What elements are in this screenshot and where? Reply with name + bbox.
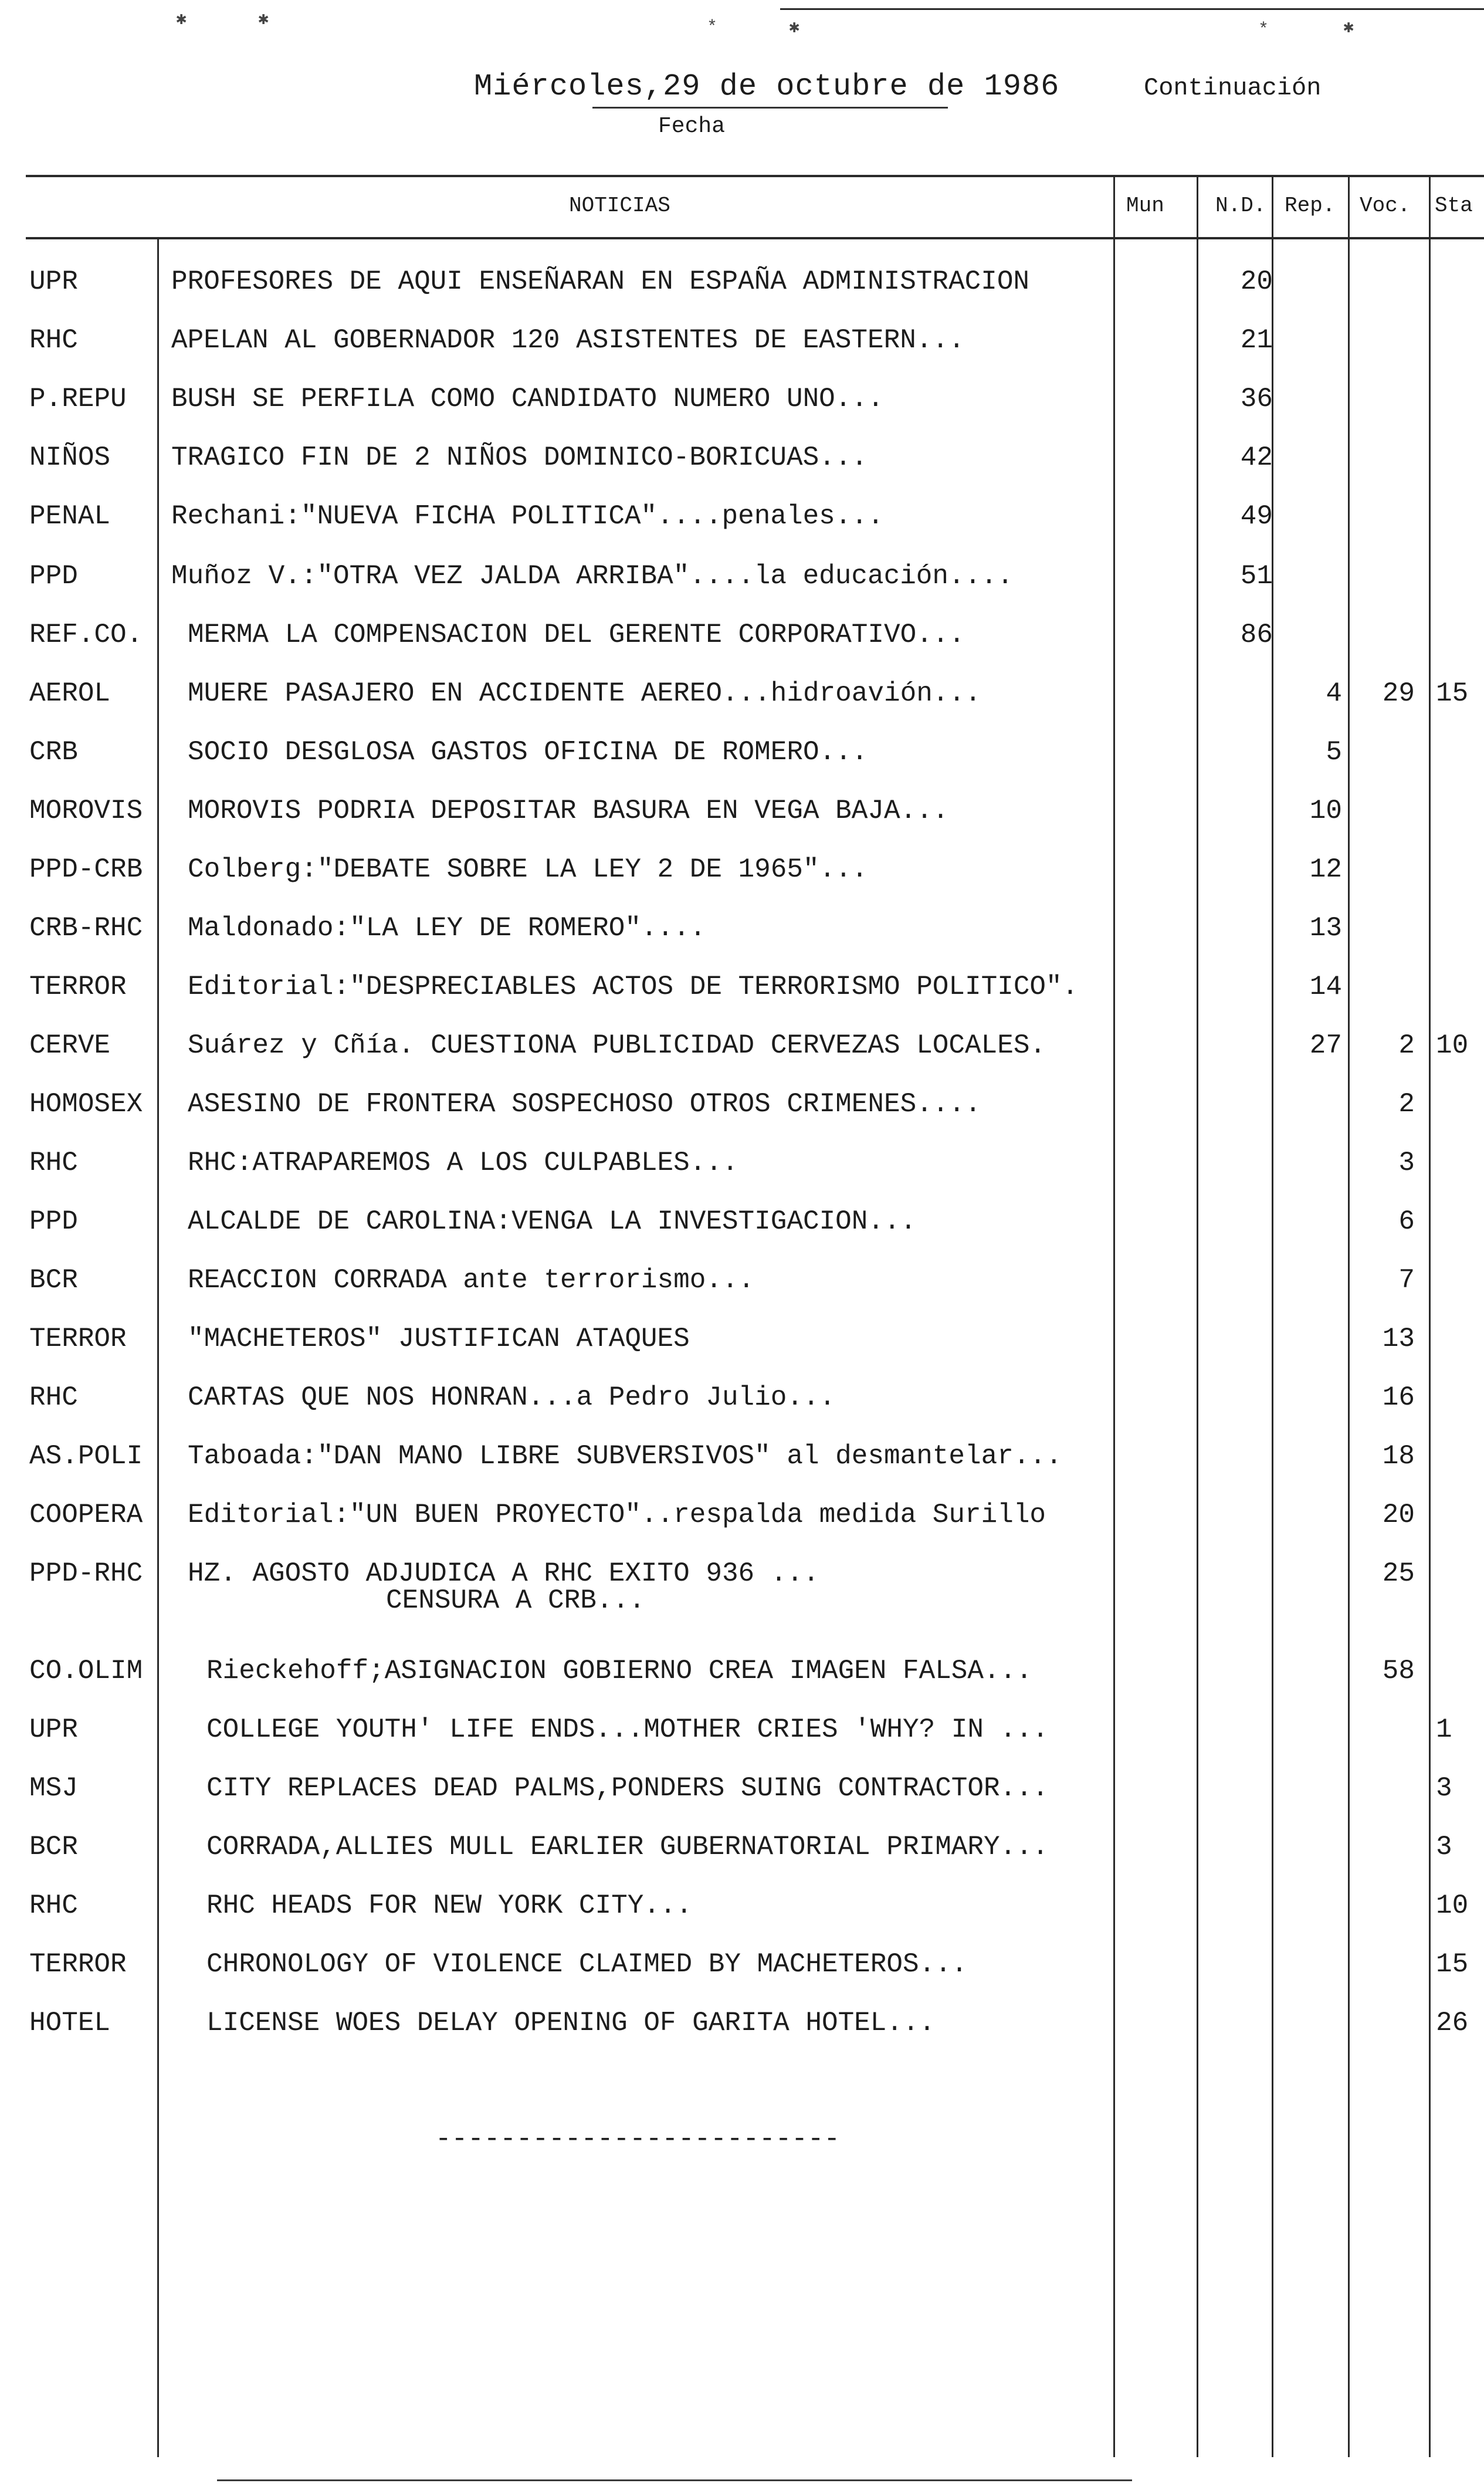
row-headline: Muñoz V.:"OTRA VEZ JALDA ARRIBA"....la educación.... — [171, 561, 1014, 591]
row-star-value: 3 — [1436, 1773, 1452, 1804]
row-code: TERROR — [29, 1324, 127, 1354]
row-code: RHC — [29, 1382, 78, 1413]
row-voc-value: 3 — [1398, 1148, 1415, 1178]
row-code: NIÑOS — [29, 442, 111, 473]
row-star-value: 3 — [1436, 1832, 1452, 1862]
row-headline: Editorial:"UN BUEN PROYECTO"..respalda medida Surillo — [188, 1500, 1046, 1530]
column-header-mun: Mun — [1126, 194, 1164, 218]
row-headline: REACCION CORRADA ante terrorismo... — [188, 1265, 755, 1295]
star-column-left-line — [1429, 175, 1431, 2457]
column-header-voc: Voc. — [1360, 194, 1411, 218]
speck: ✱ — [258, 10, 269, 30]
row-code: TERROR — [29, 1949, 127, 1980]
row-voc-value: 29 — [1382, 678, 1415, 709]
speck: * — [707, 18, 718, 38]
row-rep-value: 13 — [1309, 913, 1342, 943]
row-headline: Taboada:"DAN MANO LIBRE SUBVERSIVOS" al desmantelar... — [188, 1441, 1062, 1471]
mun-column-left-line — [1113, 175, 1115, 2457]
row-star-value: 10 — [1436, 1890, 1469, 1921]
row-headline: TRAGICO FIN DE 2 NIÑOS DOMINICO-BORICUAS... — [171, 442, 868, 473]
row-code: MOROVIS — [29, 796, 143, 826]
row-voc-value: 2 — [1398, 1030, 1415, 1061]
row-nd-value: 86 — [1240, 620, 1273, 650]
row-headline: Colberg:"DEBATE SOBRE LA LEY 2 DE 1965"... — [188, 854, 868, 885]
row-headline: COLLEGE YOUTH' LIFE ENDS...MOTHER CRIES 'WHY? IN ... — [206, 1714, 1049, 1745]
row-headline: CORRADA,ALLIES MULL EARLIER GUBERNATORIAL PRIMARY... — [206, 1832, 1049, 1862]
row-headline: Editorial:"DESPRECIABLES ACTOS DE TERRORISMO POLITICO". — [188, 972, 1079, 1002]
row-nd-value: 21 — [1240, 325, 1273, 356]
row-code: P.REPU — [29, 384, 127, 414]
row-code: PPD-CRB — [29, 854, 143, 885]
row-nd-value: 49 — [1240, 501, 1273, 532]
row-voc-value: 7 — [1398, 1265, 1415, 1295]
row-headline: CHRONOLOGY OF VIOLENCE CLAIMED BY MACHETEROS... — [206, 1949, 968, 1980]
row-headline: BUSH SE PERFILA COMO CANDIDATO NUMERO UNO... — [171, 384, 884, 414]
bottom-rule — [217, 2479, 1132, 2481]
row-star-value: 26 — [1436, 2008, 1469, 2038]
row-voc-value: 13 — [1382, 1324, 1415, 1354]
header-date: Miércoles,29 de octubre de 1986 — [474, 69, 1060, 104]
nd-column-left-line — [1197, 175, 1198, 2457]
row-star-value: 15 — [1436, 1949, 1469, 1980]
row-code: RHC — [29, 1148, 78, 1178]
row-code: TERROR — [29, 972, 127, 1002]
row-voc-value: 20 — [1382, 1500, 1415, 1530]
header-continuation: Continuación — [1144, 74, 1322, 102]
row-headline: MOROVIS PODRIA DEPOSITAR BASURA EN VEGA BAJA... — [188, 796, 949, 826]
row-star-value: 1 — [1436, 1714, 1452, 1745]
row-voc-value: 58 — [1382, 1656, 1415, 1686]
row-voc-value: 25 — [1382, 1558, 1415, 1589]
footer-dashes: ------------------------- — [435, 2124, 841, 2154]
table-header-rule — [26, 237, 1484, 239]
speck: * — [1258, 20, 1269, 40]
row-code: RHC — [29, 1890, 78, 1921]
row-headline: SOCIO DESGLOSA GASTOS OFICINA DE ROMERO... — [188, 737, 868, 767]
header-fecha-label: Fecha — [658, 114, 726, 139]
row-headline: ALCALDE DE CAROLINA:VENGA LA INVESTIGACION... — [188, 1206, 917, 1237]
row-star-value: 15 — [1436, 678, 1469, 709]
row-nd-value: 42 — [1240, 442, 1273, 473]
row-code: PPD-RHC — [29, 1558, 143, 1589]
row-code: PENAL — [29, 501, 111, 532]
row-code: PPD — [29, 1206, 78, 1237]
row-headline: CARTAS QUE NOS HONRAN...a Pedro Julio... — [188, 1382, 836, 1413]
row-nd-value: 36 — [1240, 384, 1273, 414]
top-rule — [780, 8, 1484, 10]
row-voc-value: 6 — [1398, 1206, 1415, 1237]
row-headline: Rechani:"NUEVA FICHA POLITICA"....penales... — [171, 501, 884, 532]
row-code: UPR — [29, 266, 78, 297]
row-code: HOTEL — [29, 2008, 111, 2038]
row-headline: CITY REPLACES DEAD PALMS,PONDERS SUING CONTRACTOR... — [206, 1773, 1049, 1804]
row-code: PPD — [29, 561, 78, 591]
code-column-line — [157, 239, 159, 2457]
row-headline: RHC HEADS FOR NEW YORK CITY... — [206, 1890, 693, 1921]
row-headline: PROFESORES DE AQUI ENSEÑARAN EN ESPAÑA ADMINISTRACION — [171, 266, 1030, 297]
row-headline: HZ. AGOSTO ADJUDICA A RHC EXITO 936 ... — [188, 1558, 819, 1589]
row-code: CRB-RHC — [29, 913, 143, 943]
row-code: REF.CO. — [29, 620, 143, 650]
voc-column-left-line — [1348, 175, 1350, 2457]
row-rep-value: 5 — [1326, 737, 1342, 767]
row-headline: RHC:ATRAPAREMOS A LOS CULPABLES... — [188, 1148, 738, 1178]
date-underline — [592, 107, 948, 109]
row-rep-value: 14 — [1309, 972, 1342, 1002]
row-rep-value: 12 — [1309, 854, 1342, 885]
row-nd-value: 20 — [1240, 266, 1273, 297]
row-code: CRB — [29, 737, 78, 767]
row-headline: MUERE PASAJERO EN ACCIDENTE AEREO...hidroavión... — [188, 678, 981, 709]
row-nd-value: 51 — [1240, 561, 1273, 591]
speck: ✱ — [789, 18, 800, 38]
table-top-rule — [26, 175, 1484, 177]
row-headline: LICENSE WOES DELAY OPENING OF GARITA HOTEL... — [206, 2008, 936, 2038]
row-code: AEROL — [29, 678, 111, 709]
row-code: HOMOSEX — [29, 1089, 143, 1119]
row-code: CO.OLIM — [29, 1656, 143, 1686]
row-code: CERVE — [29, 1030, 111, 1061]
row-code: BCR — [29, 1832, 78, 1862]
row-headline-continued: CENSURA A CRB... — [386, 1585, 645, 1616]
column-header-noticias: NOTICIAS — [569, 194, 670, 218]
row-rep-value: 27 — [1309, 1030, 1342, 1061]
row-voc-value: 2 — [1398, 1089, 1415, 1119]
column-header-rep: Rep. — [1285, 194, 1336, 218]
row-star-value: 10 — [1436, 1030, 1469, 1061]
row-headline: ASESINO DE FRONTERA SOSPECHOSO OTROS CRIMENES.... — [188, 1089, 981, 1119]
row-code: RHC — [29, 325, 78, 356]
row-code: AS.POLI — [29, 1441, 143, 1471]
row-headline: Suárez y Cñía. CUESTIONA PUBLICIDAD CERVEZAS LOCALES. — [188, 1030, 1046, 1061]
row-headline: Maldonado:"LA LEY DE ROMERO".... — [188, 913, 706, 943]
row-headline: APELAN AL GOBERNADOR 120 ASISTENTES DE EASTERN... — [171, 325, 965, 356]
row-rep-value: 4 — [1326, 678, 1342, 709]
row-headline: "MACHETEROS" JUSTIFICAN ATAQUES — [188, 1324, 690, 1354]
speck: ✱ — [176, 10, 187, 30]
column-header-star: Sta — [1435, 194, 1473, 218]
row-rep-value: 10 — [1309, 796, 1342, 826]
speck: ✱ — [1343, 18, 1354, 38]
row-headline: Rieckehoff;ASIGNACION GOBIERNO CREA IMAGEN FALSA... — [206, 1656, 1032, 1686]
row-headline: MERMA LA COMPENSACION DEL GERENTE CORPORATIVO... — [188, 620, 965, 650]
row-code: BCR — [29, 1265, 78, 1295]
row-voc-value: 18 — [1382, 1441, 1415, 1471]
row-code: UPR — [29, 1714, 78, 1745]
row-code: MSJ — [29, 1773, 78, 1804]
row-voc-value: 16 — [1382, 1382, 1415, 1413]
row-code: COOPERA — [29, 1500, 143, 1530]
column-header-nd: N.D. — [1215, 194, 1266, 218]
